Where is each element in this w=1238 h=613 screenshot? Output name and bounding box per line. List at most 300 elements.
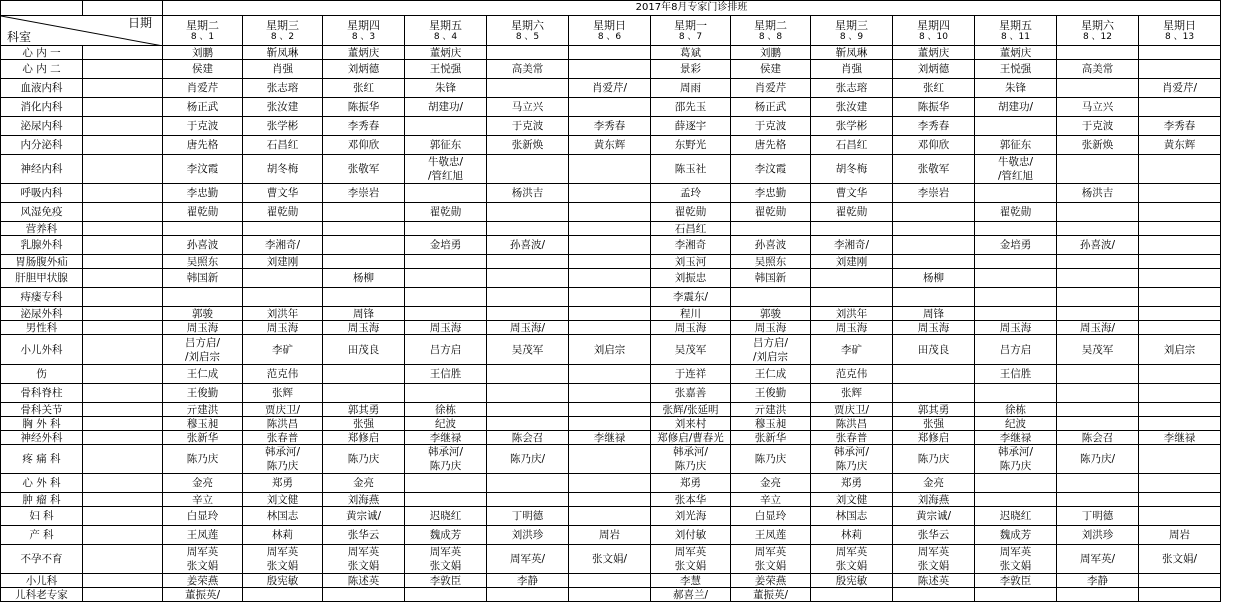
doctor-cell: 吴茂军 — [651, 335, 731, 365]
doctor-cell: 李慧 — [651, 574, 731, 588]
doctor-cell — [569, 507, 651, 526]
department-name: 心 外 科 — [1, 474, 83, 493]
doctor-cell: 张志瑢 — [811, 79, 893, 98]
day-header — [1057, 16, 1139, 46]
doctor-cell: 张强 — [323, 417, 405, 431]
doctor-cell: 马立兴 — [487, 98, 569, 117]
doctor-cell: 翟乾勋 — [731, 203, 811, 222]
department-name: 儿科老专家 — [1, 588, 83, 602]
schedule-row — [1, 155, 1221, 184]
doctor-cell: 周玉海 — [243, 321, 323, 335]
doctor-cell: 姜荣燕 — [163, 574, 243, 588]
doctor-cell: 李崇岩 — [893, 184, 975, 203]
date-label: 8 、8 — [758, 31, 783, 42]
doctor-cell: 纪波 — [975, 417, 1057, 431]
doctor-cell: 周雨 — [651, 79, 731, 98]
doctor-cell: 于克波 — [487, 117, 569, 136]
doctor-cell: 刘付敏 — [651, 526, 731, 545]
doctor-cell — [569, 493, 651, 507]
doctor-cell: 陈乃庆 — [893, 445, 975, 474]
department-name: 骨科关节 — [1, 403, 83, 417]
doctor-cell — [487, 307, 569, 321]
doctor-cell: 周岩 — [1139, 526, 1221, 545]
doctor-cell: 张辉 — [811, 384, 893, 403]
department-name: 内分泌科 — [1, 136, 83, 155]
doctor-cell: 陈述英 — [323, 574, 405, 588]
doctor-cell: 肖爱芹/ — [1139, 79, 1221, 98]
doctor-cell: 刘洪年 — [811, 307, 893, 321]
day-header — [651, 16, 731, 46]
doctor-cell: 白显玲 — [163, 507, 243, 526]
doctor-cell: 郭征东 — [405, 136, 487, 155]
doctor-cell: 郭其勇 — [323, 403, 405, 417]
doctor-cell — [1139, 288, 1221, 307]
doctor-cell: 纪波 — [405, 417, 487, 431]
doctor-cell — [243, 269, 323, 288]
weekday-label: 星期四 — [917, 18, 950, 32]
doctor-cell: 刘玉河 — [651, 255, 731, 269]
doctor-cell: 李静 — [1057, 574, 1139, 588]
doctor-cell — [487, 269, 569, 288]
doctor-cell — [569, 203, 651, 222]
doctor-cell — [569, 255, 651, 269]
doctor-cell: 唐先格 — [163, 136, 243, 155]
doctor-cell — [487, 46, 569, 60]
weekday-label: 星期一 — [674, 18, 707, 32]
doctor-cell: 黄东辉 — [1139, 136, 1221, 155]
department-name: 男性科 — [1, 321, 83, 335]
doctor-cell: 辛立 — [731, 493, 811, 507]
doctor-cell — [975, 222, 1057, 236]
blank-cell — [1, 1, 83, 16]
doctor-cell: 刘海燕 — [323, 493, 405, 507]
doctor-cell — [1057, 474, 1139, 493]
doctor-cell: 张辉/张延明 — [651, 403, 731, 417]
doctor-cell: 丁明德 — [487, 507, 569, 526]
doctor-cell — [975, 269, 1057, 288]
doctor-cell: 张华云 — [323, 526, 405, 545]
doctor-cell — [893, 203, 975, 222]
blank-cell — [83, 1, 163, 16]
doctor-cell — [1139, 403, 1221, 417]
schedule-row — [1, 365, 1221, 384]
doctor-cell: 董炳庆 — [975, 46, 1057, 60]
doctor-cell — [1139, 255, 1221, 269]
doctor-cell: 陈述英 — [893, 574, 975, 588]
doctor-cell — [1139, 574, 1221, 588]
doctor-cell — [569, 184, 651, 203]
doctor-cell — [569, 307, 651, 321]
doctor-cell: 李秀春 — [323, 117, 405, 136]
doctor-cell: 周军英 张文娟 — [163, 545, 243, 574]
doctor-cell: 刘炳德 — [893, 60, 975, 79]
doctor-cell — [569, 574, 651, 588]
blank-cell — [83, 335, 163, 365]
doctor-cell: 王俊勤 — [731, 384, 811, 403]
doctor-cell: 周军英 张文娟 — [731, 545, 811, 574]
doctor-cell: 王仁成 — [163, 365, 243, 384]
doctor-cell: 杨柳 — [323, 269, 405, 288]
blank-cell — [83, 588, 163, 602]
doctor-cell: 黄东辉 — [569, 136, 651, 155]
doctor-cell — [569, 98, 651, 117]
doctor-cell: 李汶霞 — [731, 155, 811, 184]
department-name: 疼 痛 科 — [1, 445, 83, 474]
doctor-cell — [569, 321, 651, 335]
doctor-cell: 李忠勤 — [731, 184, 811, 203]
doctor-cell — [405, 222, 487, 236]
schedule-row — [1, 136, 1221, 155]
doctor-cell: 韩承河/ 陈乃庆 — [811, 445, 893, 474]
day-header — [569, 16, 651, 46]
doctor-cell: 邓仰欣 — [893, 136, 975, 155]
doctor-cell: 东野光 — [651, 136, 731, 155]
schedule-row — [1, 321, 1221, 335]
doctor-cell: 侯建 — [163, 60, 243, 79]
schedule-row — [1, 236, 1221, 255]
doctor-cell: 刘洪珍 — [1057, 526, 1139, 545]
doctor-cell: 张红 — [323, 79, 405, 98]
doctor-cell: 李忠勤 — [163, 184, 243, 203]
doctor-cell — [487, 493, 569, 507]
doctor-cell: 郭骏 — [731, 307, 811, 321]
blank-cell — [83, 365, 163, 384]
date-label: 8 、7 — [678, 31, 703, 42]
doctor-cell: 景彩 — [651, 60, 731, 79]
doctor-cell — [1139, 507, 1221, 526]
doctor-cell: 程川 — [651, 307, 731, 321]
doctor-cell — [323, 203, 405, 222]
doctor-cell — [569, 417, 651, 431]
doctor-cell: 董炳庆 — [323, 46, 405, 60]
doctor-cell — [1139, 321, 1221, 335]
schedule-row — [1, 417, 1221, 431]
doctor-cell — [1057, 203, 1139, 222]
doctor-cell: 魏成芳 — [405, 526, 487, 545]
day-header — [731, 16, 811, 46]
doctor-cell: 陈乃庆 — [731, 445, 811, 474]
doctor-cell: 杨正武 — [163, 98, 243, 117]
doctor-cell: 薛逐宇 — [651, 117, 731, 136]
doctor-cell — [1057, 255, 1139, 269]
doctor-cell: 胡建功/ — [405, 98, 487, 117]
doctor-cell — [1057, 384, 1139, 403]
doctor-cell: 迟晓红 — [405, 507, 487, 526]
doctor-cell: 周玉海 — [811, 321, 893, 335]
doctor-cell: 李继禄 — [975, 431, 1057, 445]
department-name: 胸 外 科 — [1, 417, 83, 431]
doctor-cell: 张嘉善 — [651, 384, 731, 403]
doctor-cell: 范克伟 — [811, 365, 893, 384]
blank-cell — [83, 384, 163, 403]
doctor-cell — [405, 288, 487, 307]
schedule-row — [1, 526, 1221, 545]
doctor-cell: 李湘奇/ — [811, 236, 893, 255]
doctor-cell: 高美常 — [1057, 60, 1139, 79]
doctor-cell — [975, 117, 1057, 136]
day-header — [163, 16, 243, 46]
doctor-cell: 李继禄 — [569, 431, 651, 445]
doctor-cell — [405, 474, 487, 493]
doctor-cell: 李继禄 — [405, 431, 487, 445]
doctor-cell: 孙喜波 — [163, 236, 243, 255]
doctor-cell: 胡冬梅 — [811, 155, 893, 184]
doctor-cell: 牛敬忠/ /管红旭 — [975, 155, 1057, 184]
doctor-cell: 周玉海 — [163, 321, 243, 335]
doctor-cell — [323, 222, 405, 236]
schedule-row — [1, 79, 1221, 98]
blank-cell — [83, 474, 163, 493]
day-header — [405, 16, 487, 46]
doctor-cell: 郭征东 — [975, 136, 1057, 155]
doctor-cell: 李秀春 — [893, 117, 975, 136]
doctor-cell: 贾庆卫/ — [811, 403, 893, 417]
doctor-cell: 张春普 — [243, 431, 323, 445]
department-name: 骨科脊柱 — [1, 384, 83, 403]
schedule-row — [1, 431, 1221, 445]
doctor-cell: 陈乃庆 — [323, 445, 405, 474]
doctor-cell — [893, 236, 975, 255]
doctor-cell: 杨正武 — [731, 98, 811, 117]
doctor-cell: 陈振华 — [323, 98, 405, 117]
doctor-cell — [975, 307, 1057, 321]
department-name: 胃肠腹外疝 — [1, 255, 83, 269]
doctor-cell: 郭其勇 — [893, 403, 975, 417]
department-name: 心 内 二 — [1, 60, 83, 79]
doctor-cell — [323, 288, 405, 307]
doctor-cell — [1057, 493, 1139, 507]
doctor-cell: 周玉海/ — [487, 321, 569, 335]
schedule-row — [1, 588, 1221, 602]
schedule-row — [1, 203, 1221, 222]
doctor-cell — [893, 222, 975, 236]
doctor-cell — [1139, 445, 1221, 474]
doctor-cell: 林莉 — [243, 526, 323, 545]
doctor-cell: 韩承河/ 陈乃庆 — [243, 445, 323, 474]
doctor-cell: 董振英/ — [731, 588, 811, 602]
doctor-cell: 郑修启/曹春光 — [651, 431, 731, 445]
doctor-cell: 靳凤琳 — [811, 46, 893, 60]
day-header — [243, 16, 323, 46]
date-label: 8 、4 — [433, 31, 458, 42]
doctor-cell — [569, 445, 651, 474]
doctor-cell — [1139, 493, 1221, 507]
doctor-cell: 周军英 张文娟 — [405, 545, 487, 574]
doctor-cell: 李崇岩 — [323, 184, 405, 203]
doctor-cell: 李秀春 — [1139, 117, 1221, 136]
doctor-cell: 周玉海 — [323, 321, 405, 335]
doctor-cell: 张新华 — [731, 431, 811, 445]
doctor-cell — [975, 384, 1057, 403]
doctor-cell: 李继禄 — [1139, 431, 1221, 445]
doctor-cell: 吕方启 — [405, 335, 487, 365]
doctor-cell: 张文娟/ — [569, 545, 651, 574]
doctor-cell: 杨洪吉 — [1057, 184, 1139, 203]
doctor-cell: 陈会召 — [487, 431, 569, 445]
doctor-cell: 于克波 — [163, 117, 243, 136]
doctor-cell: 范克伟 — [243, 365, 323, 384]
department-name: 心 内 一 — [1, 46, 83, 60]
doctor-cell: 贾庆卫/ — [243, 403, 323, 417]
doctor-cell: 马立兴 — [1057, 98, 1139, 117]
doctor-cell — [243, 588, 323, 602]
schedule-row — [1, 117, 1221, 136]
doctor-cell: 董炳庆 — [893, 46, 975, 60]
doctor-cell: 周军英 张文娟 — [893, 545, 975, 574]
blank-cell — [83, 203, 163, 222]
doctor-cell: 翟乾勋 — [163, 203, 243, 222]
doctor-cell: 曹文华 — [811, 184, 893, 203]
doctor-cell: 周锋 — [323, 307, 405, 321]
date-label: 8 、11 — [1000, 31, 1031, 42]
doctor-cell: 黄宗诚/ — [893, 507, 975, 526]
doctor-cell: 曹文华 — [243, 184, 323, 203]
doctor-cell: 张学彬 — [243, 117, 323, 136]
doctor-cell — [569, 365, 651, 384]
sheet-title: 2017年8月专家门诊排班 — [163, 1, 1221, 16]
doctor-cell: 张学彬 — [811, 117, 893, 136]
doctor-cell — [487, 417, 569, 431]
department-name: 小儿外科 — [1, 335, 83, 365]
doctor-cell — [569, 403, 651, 417]
doctor-cell: 黄宗诚/ — [323, 507, 405, 526]
doctor-cell: 陈乃庆 — [163, 445, 243, 474]
department-name: 神经内科 — [1, 155, 83, 184]
doctor-cell: 董振英/ — [163, 588, 243, 602]
doctor-cell: 靳凤琳 — [243, 46, 323, 60]
doctor-cell: 肖强 — [811, 60, 893, 79]
department-name: 呼吸内科 — [1, 184, 83, 203]
doctor-cell: 周玉海 — [893, 321, 975, 335]
doctor-cell: 孙喜波/ — [1057, 236, 1139, 255]
doctor-cell: 侯建 — [731, 60, 811, 79]
doctor-cell: 陈洪昌 — [811, 417, 893, 431]
doctor-cell — [1139, 474, 1221, 493]
doctor-cell: 周岩 — [569, 526, 651, 545]
doctor-cell: 张强 — [893, 417, 975, 431]
doctor-cell: 陈振华 — [893, 98, 975, 117]
doctor-cell — [1057, 307, 1139, 321]
doctor-cell: 韩承河/ 陈乃庆 — [405, 445, 487, 474]
schedule-row — [1, 335, 1221, 365]
date-label: 8 、9 — [839, 31, 864, 42]
weekday-label: 星期二 — [186, 18, 219, 32]
doctor-cell — [1139, 203, 1221, 222]
doctor-cell: 穆玉昶 — [163, 417, 243, 431]
doctor-cell: 吕方启/ /刘启宗 — [731, 335, 811, 365]
doctor-cell: 郭骏 — [163, 307, 243, 321]
weekday-label: 星期二 — [754, 18, 787, 32]
doctor-cell: 徐栋 — [975, 403, 1057, 417]
doctor-cell — [569, 384, 651, 403]
doctor-cell: 李敦臣 — [405, 574, 487, 588]
doctor-cell — [569, 236, 651, 255]
doctor-cell — [1139, 222, 1221, 236]
doctor-cell — [569, 222, 651, 236]
doctor-cell: 唐先格 — [731, 136, 811, 155]
date-label: 8 、10 — [918, 31, 949, 42]
doctor-cell: 李敦臣 — [975, 574, 1057, 588]
department-name: 伤 — [1, 365, 83, 384]
doctor-cell — [1139, 46, 1221, 60]
doctor-cell — [1057, 155, 1139, 184]
doctor-cell: 李震东/ — [651, 288, 731, 307]
blank-cell — [83, 136, 163, 155]
doctor-cell: 刘鹏 — [731, 46, 811, 60]
doctor-cell — [1057, 417, 1139, 431]
doctor-cell — [975, 493, 1057, 507]
doctor-cell: 朱锋 — [405, 79, 487, 98]
doctor-cell: 吕方启/ /刘启宗 — [163, 335, 243, 365]
doctor-cell: 于克波 — [1057, 117, 1139, 136]
blank-cell — [83, 222, 163, 236]
blank-cell — [83, 445, 163, 474]
date-label: 8 、1 — [190, 31, 215, 42]
blank-cell — [83, 403, 163, 417]
schedule-row — [1, 98, 1221, 117]
doctor-cell: 李秀春 — [569, 117, 651, 136]
day-header — [323, 16, 405, 46]
doctor-cell — [811, 269, 893, 288]
doctor-cell: 周玉海 — [731, 321, 811, 335]
blank-cell — [83, 155, 163, 184]
doctor-cell — [1057, 403, 1139, 417]
doctor-cell: 郑修启 — [893, 431, 975, 445]
dept-axis-label: 科室 — [7, 30, 32, 44]
doctor-cell: 肖爱芹 — [731, 79, 811, 98]
doctor-cell: 金亮 — [323, 474, 405, 493]
blank-cell — [83, 431, 163, 445]
doctor-cell — [1057, 288, 1139, 307]
doctor-cell — [1139, 236, 1221, 255]
doctor-cell — [1139, 60, 1221, 79]
doctor-cell: 翟乾勋 — [651, 203, 731, 222]
weekday-label: 星期日 — [1163, 18, 1197, 32]
corner-header — [1, 16, 163, 46]
blank-cell — [83, 46, 163, 60]
doctor-cell: 林国志 — [243, 507, 323, 526]
doctor-cell: 张敬军 — [893, 155, 975, 184]
doctor-cell: 李汶霞 — [163, 155, 243, 184]
doctor-cell: 肖强 — [243, 60, 323, 79]
doctor-cell: 刘建刚 — [811, 255, 893, 269]
blank-cell — [83, 417, 163, 431]
doctor-cell: 刘海燕 — [893, 493, 975, 507]
doctor-cell: 张志瑢 — [243, 79, 323, 98]
date-label: 8 、5 — [515, 31, 540, 42]
doctor-cell: 李湘奇/ — [243, 236, 323, 255]
doctor-cell: 王凤莲 — [163, 526, 243, 545]
doctor-cell — [405, 588, 487, 602]
department-name: 肿 瘤 科 — [1, 493, 83, 507]
doctor-cell: 刘洪珍 — [487, 526, 569, 545]
blank-cell — [83, 98, 163, 117]
date-label: 8 、6 — [597, 31, 622, 42]
day-header — [1139, 16, 1221, 46]
doctor-cell — [1139, 365, 1221, 384]
doctor-cell: 刘光海 — [651, 507, 731, 526]
doctor-cell — [569, 155, 651, 184]
doctor-cell: 李矿 — [243, 335, 323, 365]
weekday-label: 星期五 — [999, 18, 1032, 32]
doctor-cell — [1139, 384, 1221, 403]
schedule-row — [1, 545, 1221, 574]
doctor-cell — [1139, 417, 1221, 431]
doctor-cell — [731, 222, 811, 236]
doctor-cell: 张华云 — [893, 526, 975, 545]
doctor-cell: 吕方启 — [975, 335, 1057, 365]
day-header — [487, 16, 569, 46]
